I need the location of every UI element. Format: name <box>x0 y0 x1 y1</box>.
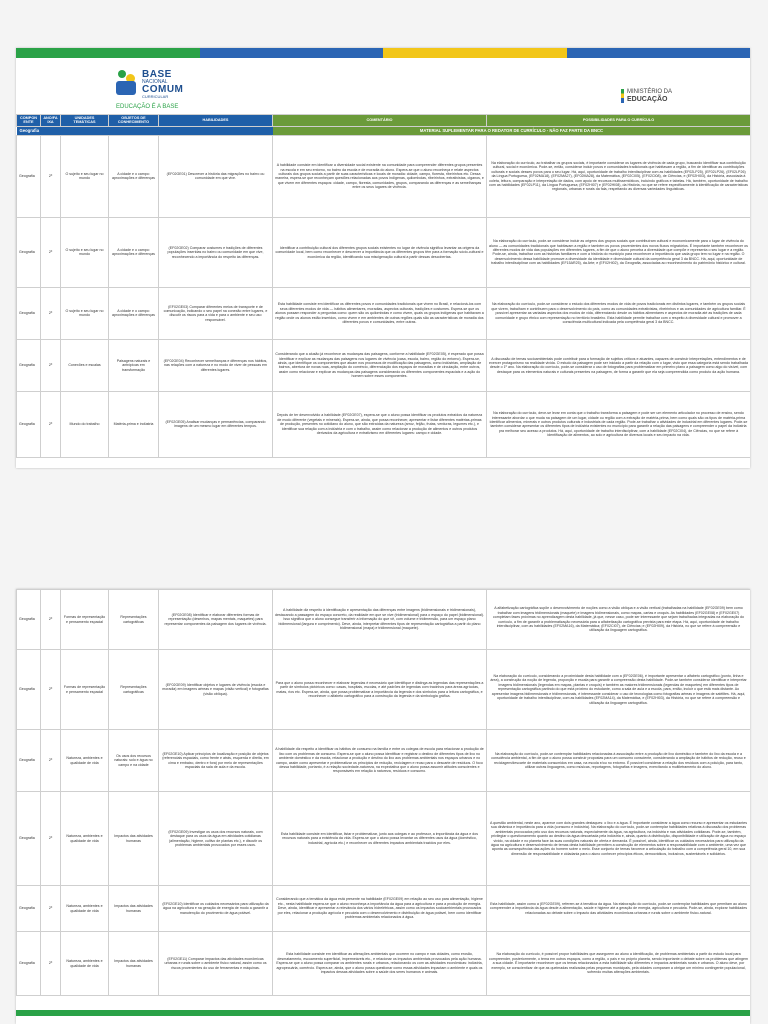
ministry-line-2: EDUCAÇÃO <box>627 96 668 103</box>
logo-title-2: COMUM <box>142 84 184 95</box>
table-row <box>17 792 751 886</box>
cell-comentario: Esta habilidade consiste em identificar as alterações ambientais que ocorrem no campo e nas cidades, como erosão, desmatamento, escoamento superficial, impermeáveis etc., e relacionar os impactos ambientais provocados pela ação humana. Espera-se que o aluno possa comparar os ambientes rurais e urbanos, relacionando os com as atividades econômicas: indústria, agropecuária, comércio. Espera-se, ainda, que o aluno possa questionar como essas atividades impactam o ambiente e quais os impactos dessas atividades sobre a saúde dos seres humanos e animais. <box>273 932 487 996</box>
table-row <box>17 886 751 932</box>
cell-comentario: Esta habilidade consiste em identificar os diferentes povos e comunidades tradicionais que vivem no Brasil, e relacioná-los com seus diferentes modos de vida — hábitos alimentares, moradias, aspectos culturais, tradições e costumes. Espera-se que os alunos possam responder a perguntas como: quem são os quilombolas e como vivem, quais os grupos indígenas que habitavam a região onde os alunos estão inseridos, como vivem e em ambientes de outras regiões quais são as características de moradia dos diferentes povos e comunidades, entre outras. <box>273 287 487 339</box>
cell-componente: Geografia <box>17 932 41 996</box>
cell-possibilidades: A questão ambiental, neste ano, aparece com dois grandes destaques: o lixo e a água. É importante considerar a água como recurso e apresentar os estudantes sua dinâmica e importância para a vida (consumo e indústria). Na elaboração do currículo, pode-se contemplar habilidades relativas à discussão dos problemas ambientais provocados pelo uso dos recursos naturais, especialmente da água, na agricultura, na indústria e nas atividades cotidianas. Pode-se, também, privilegiar o questionamento quanto ao destino da água descartada pela indústria e, ainda, quanto à distribuição, disponibilidade e utilização de água no espaço vivido, na cidade e no planeta face às suas condições naturais de oferta e demanda. É possível, ainda, identificar os cuidados necessários para utilização da água na agricultura e desenvolvimento de temas desta habilidade permitem a construção de elementos sobre a responsabilidade com o ambiente, uma vez que aponta as consequências das ações do homem sobre o meio. Esse conjunto de temas favorece a articulação do trabalho com a competência geral 10, em sua dimensão de responsabilidade e cidadania para o aluno conhecer princípios éticos, democráticos, inclusivos, sustentáveis e solidários. <box>487 792 751 886</box>
cell-unidade: Natureza, ambientes e qualidade de vida <box>61 730 109 792</box>
cell-unidade: Formas de representação e pensamento espacial <box>61 650 109 730</box>
col-objetos: OBJETOS DE CONHECIMENTO <box>109 115 159 127</box>
cell-ano: 2º <box>41 391 61 457</box>
cell-ano: 2º <box>41 217 61 287</box>
cell-componente: Geografia <box>17 135 41 217</box>
cell-possibilidades: Na elaboração do currículo, é possível propor habilidades que assegurem ao aluno a identificação, de problemas ambientais a partir do estudo local para compreender, posteriormente, o tema em outros espaços, como a região, o país e no próprio planeta, sendo importante o debate sobre os problemas que atingem a sua cidade. É importante reconhecer que os temas relacionados a esta habilidade são diferentes e impactos ambientais rurais e urbanos. O aluno deve, por exemplo, se conscientizar de que as queimadas realizadas pelas pequenas municipais, pela cidades comparam a obrigar um mínimo contingente populacional, sofrendo muitas alterações ambientais. <box>487 932 751 996</box>
rows-page-2 <box>17 590 751 996</box>
col-componente: COMPONENTE <box>17 115 41 127</box>
cell-objeto: Impactos das atividades humanas <box>109 932 159 996</box>
cell-habilidade: (EF02GE10) Identificar os cuidados necessários para utilização da água na agricultura e na geração de energia de modo a garantir a manutenção do provimento de água potável. <box>159 886 273 932</box>
cell-possibilidades: Na elaboração do currículo, pode-se considerar o estudo dos diferentes modos de vida de povos tradicionais em distintos lugares, e também os grupos sociais que vivem, trabalham e contribuem para o desenvolvimento do país, como as comunidades extrativistas, ribeirinhos e as comunidades de agricultura familiar. É possível apresentar as variadas aspectos dos modos de vida, diferenciando desde os hábitos alimentares e aspectos de moradia até as tradições de cada comunidade e grupo étnico com representação no território brasileiro. Esta habilidade permite trabalhar com o respeito à diversidade cultural e promover a consciência multicultural indicada pela competência geral 3 da BNCC. <box>487 287 751 339</box>
cell-unidade: O sujeito e seu lugar no mundo <box>61 135 109 217</box>
cell-objeto: Os usos dos recursos naturais: solo e água no campo e na cidade <box>109 730 159 792</box>
table-row <box>17 339 751 391</box>
table-header-row <box>17 115 751 127</box>
cell-habilidade: (EF02GE03) Comparar diferentes meios de transporte e de comunicação, indicando o seu papel na conexão entre lugares, e discutir os riscos para a vida e para o ambiente e seu uso responsável. <box>159 287 273 339</box>
cell-possibilidades: Na elaboração do currículo, pode-se considerar incluir as origens dos grupos sociais que contribuíram cultural e economicamente para o lugar de vivência do aluno — as comunidades tradicionais que habitavam a região e também os povos provenientes dos novos fluxos migratórios. É importante também reconhecer os diferentes modos de vida das populações em diferentes lugares, a fim de que o aluno perceba a diversidade que compõe e representa o seu lugar e a região. Pode-se, ainda, trabalhar com as histórias familiares e com a história do município para reconhecer a importância que cada grupo tem no lugar e na região. O desenvolvimento dessa habilidade promove a diversidade da identidade e diversidade cultural da competência geral 3 da BNCC. Há, aqui, oportunidade de trabalho interdisciplinar com as habilidades (EF15AR25), da Arte; e (EF02HI02), da Geografia, associadas ao reconhecimento do patrimônio histórico e cultural. <box>487 217 751 287</box>
table-row <box>17 391 751 457</box>
cell-ano: 2º <box>41 339 61 391</box>
cell-objeto: Matéria-prima e indústria <box>109 391 159 457</box>
logo-tagline: EDUCAÇÃO É A BASE <box>116 104 179 110</box>
cell-possibilidades: Na elaboração do currículo, pode-se contemplar habilidades relacionadas à associação entre a produção de lixo doméstico e também do lixo da escola e a consciência ambiental, a fim de que o aluno possa construir propostas para um consumo consciente, considerando a ampliação de hábitos de redução, reuso e reciclagem/descarte de materiais consumidos em casa, na escola e/ou no entorno. É possível considerar a relação dos resíduos com a poluição, para tanto, utilizar outras linguagens, como músicas, reportagens, fotografias e imagens, exercitando a multiletramento do aluno. <box>487 730 751 792</box>
cell-unidade: Formas de representação e pensamento espacial <box>61 590 109 650</box>
table-row <box>17 932 751 996</box>
cell-unidade: O sujeito e seu lugar no mundo <box>61 217 109 287</box>
ministry-logo <box>621 88 691 108</box>
cell-possibilidades: Na elaboração do currículo, considerando a proximidade desta habilidade com a (EF02GE06), é importante apresentar o alfabeto cartográfico (ponto, linha e área), a construção da noção de legenda, proporção e escala para garantir a compreensão desta habilidade. Pode-se também considerar identificar e interpretar imagens bidimensionais (legendas em mapas, plantas e croquis) e também as maiores tridimensionais (legendas de maquetes) em diferentes tipos de representação cartográfica partindo do que está próximo do estudante, como a sala de aula e a escola, para, então, incluir o que está mais distante. Ao apresentar imagens bidimensionais e tridimensionais, é interessante considerar o uso de tecnologias como fotografias aéreas e imagens de satélites. Há, aqui, oportunidade de trabalho interdisciplinar, com as habilidades (EF02MA14), da Matemática, e (EF02HI03), da História, no que se refere à compreensão e utilização da linguagem cartográfica. <box>487 650 751 730</box>
logo-subtitle-2: CURRICULAR <box>142 94 169 99</box>
table-row <box>17 135 751 217</box>
cell-habilidade: (EF02GE01) Descrever a história das migrações no bairro ou comunidade em que vive. <box>159 135 273 217</box>
cell-ano: 2º <box>41 650 61 730</box>
col-habilidades: HABILIDADES <box>159 115 273 127</box>
cell-ano: 2º <box>41 287 61 339</box>
bncc-logo <box>116 70 226 114</box>
footer-bar <box>16 1010 750 1016</box>
cell-ano: 2º <box>41 135 61 217</box>
col-ano: ANO/FAIXA <box>41 115 61 127</box>
document-page-2 <box>16 589 750 1024</box>
cell-comentario: Considerando que a temática da água está presente na habilidade (EF02GE09) em relação ao seu uso para alimentação, higiene etc., nesta habilidade espera-se que o aluno reconheça a importância da água para a agricultura e para a produção de energia. Deve, ainda, identificar e apresentar a relevância dos vários hidrelétricas, assim como os impactos socioambientais provocados por eles, relacionar a produção agrícola e pecuária com o desenvolvimento e distribuição de água potável, bem como identificar problemas ambientais relacionados à água. <box>273 886 487 932</box>
cell-comentario: A habilidade diz respeito à identificação e apresentação das diferenças entre imagens (bidimensionais e tridimensionais), destacando a passagem do espaço concreto, da realidade em que se vive (tridimensional) para o espaço do papel (bidimensional). Isso significa que o aluno consegue transferir a informação do que vê, com volume e tridimensão, para um espaço plano bidimensional (largura e comprimento). Deve, ainda, interpretar diferentes tipos de representação cartográfica a partir do plano bidimensional (mapa) e tridimensional (maquete). <box>273 590 487 650</box>
bncc-logo-mark-icon <box>116 70 138 96</box>
cell-habilidade: (EF02GE09) Identificar objetos e lugares de vivência (escola e moradia) em imagens aéreas e mapas (visão vertical) e fotografias (visão oblíqua). <box>159 650 273 730</box>
cell-possibilidades: A alfabetização cartográfica supõe o desenvolvimento de noções como a visão oblíqua e a visão vertical (trabalhadas na habilidade (EF02GE09) bem como trabalhar com imagens tridimensionais (maquete) e imagens bidimensionais, como mapas, cartas e croquis. As habilidades (EF02GE08) e (EF02GE07) completam fases próximas no aprendizagem desta habilidade, já que, nesse caso, pode ser interessante que sejam trabalhadas integradas na elaboração do currículo, a fim de garantir a problematização necessária para a alfabetização cartográfica prevista para este etapa. Há, aqui, oportunidade de trabalho interdisciplinar, com as habilidades (EF02MA16), da Matemática; (EF02CI07), de Ciências; e (EF02HI09), da História, no que se refere à compreensão e utilização da linguagem cartográfica. <box>487 590 751 650</box>
cell-possibilidades: A discussão de temas socioambientais pode contribuir para a formação de sujeitos críticos e atuantes, capazes de construir interpretações, entendimentos e de exercer protagonismo na realidade vivida. O estudo da paisagem pode ser iniciado a partir da relação com o lugar, visto que essa categoria está sendo trabalhada desde o 1º ano. Na elaboração do currículo, pode-se considerar o uso de fotografias para problematizar em primeiro plano a paisagem como algo do visível, com destaque para os elementos naturais e culturais presentes na paisagem, de forma a garantir que ela seja compreendida como produto da ação humana. <box>487 339 751 391</box>
cell-comentario: Depois de ter desenvolvido a habilidade (EF02GE07), espera-se que o aluno possa identificar os produtos extraídos da natureza de modo diferente (vegetais e minerais). Espera-se, ainda, que possa reconhecer, apresentar e listar diferentes matérias-primas de produção, presentes no cotidiano do aluno, que são extraídas da natureza (arroz, feijão, frutas, verduras, legumes etc.), e identificar sua relação com a indústria e com o trabalho, assim como relacionar a produção de alimentos e outros produtos derivados da agricultura e extrativismo em diferentes lugares: campo e cidade. <box>273 391 487 457</box>
rows-page-1 <box>17 135 751 457</box>
cell-unidade: Natureza, ambientes e qualidade de vida <box>61 932 109 996</box>
cell-ano: 2º <box>41 730 61 792</box>
curriculum-table-page-1 <box>16 114 750 458</box>
cell-objeto: Impactos das atividades humanas <box>109 792 159 886</box>
cell-comentario: Para que o aluno possa reconhecer e elaborar legendas é necessário que identifique e distinga as legendas das representações a partir de símbolos pictóricos como: casas, hospitais, escolas, e até padrões de legendas com tracinhos para áreas agrícolas, matas, rios etc. Espera-se, ainda, que possa problematizar a importância da legenda e dos símbolos para a leitura cartográfica, e reconhecer o alfabeto cartográfico para a construção da legenda e da simbologia gráfica. <box>273 650 487 730</box>
col-unidades: UNIDADES TEMÁTICAS <box>61 115 109 127</box>
table-row <box>17 590 751 650</box>
cell-objeto: A cidade e o campo: aproximações e diferenças <box>109 287 159 339</box>
cell-habilidade: (EF02GE05) Analisar mudanças e permanências, comparando imagens de um mesmo lugar em diferentes tempos. <box>159 391 273 457</box>
col-comentario: COMENTÁRIO <box>273 115 487 127</box>
cell-ano: 2º <box>41 932 61 996</box>
cell-componente: Geografia <box>17 391 41 457</box>
cell-unidade: Conexões e escalas <box>61 339 109 391</box>
cell-habilidade: (EF02GE09) Investigar os usos dos recursos naturais, com destaque para os usos da água em atividades cotidianas (alimentação, higiene, cultivo de plantas etc.), e discutir os problemas ambientais provocados por esses usos. <box>159 792 273 886</box>
curriculum-table-page-2 <box>16 589 750 996</box>
cell-objeto: Paisagens naturais e antrópicas em transformação <box>109 339 159 391</box>
cell-comentario: Identificar a contribuição cultural dos diferentes grupos sociais existentes no lugar de vivência significa levantar as origens da comunidade local, bem como reconhecer e descrever a importância que os diferentes grupos têm para a formação sócio-cultural e econômica da região, identificando sua miscigenação cultural a partir dessas descobertas. <box>273 217 487 287</box>
flag-icon <box>621 89 624 103</box>
cell-componente: Geografia <box>17 590 41 650</box>
cell-componente: Geografia <box>17 886 41 932</box>
cell-possibilidades: Esta habilidade, assim como a (EF02GE09), referem-se à temática da água. Na elaboração do currículo, pode-se contemplar habilidades que permitam ao aluno compreender a importância da água desde a alimentação, saúde e higiene até a geração de energia, agricultura e pecuária. Pode-se, ainda, explorar habilidades relacionadas ao debate sobre o impacto das atividades econômicas urbanas e rurais sobre o ambiente físico-natural. <box>487 886 751 932</box>
table-row <box>17 217 751 287</box>
cell-comentario: A habilidade diz respeito a identificar os hábitos de consumo na família e entre os colegas de escola para relacionar a produção de lixo com os problemas de consumo. Espera-se que o aluno possa identificar e registrar o destino de diferentes tipos de lixo no ambiente doméstico e da escola, relacionar a produção e destino do lixo aos problemas ambientais nos espaços urbanos e no campo, assim como apresentar e problematizar os princípios de redução, reciclagem e reuso para o descarte de resíduos. O foco dessa habilidade, portanto, é a relação sociedade-natureza, na expectativa que o aluno possa assumir atitudes conscientes e responsáveis em relação à natureza, resíduos e consumo. <box>273 730 487 792</box>
page-header <box>16 58 750 114</box>
table-row <box>17 287 751 339</box>
cell-comentario: A habilidade consiste em identificar a diversidade social existente na comunidade para compreender diferentes grupos presentes na escola e em seu entorno, no bairro da escola e de moradia do aluno. Espera-se que o aluno reconheça e relate aspectos culturais dos grupos sociais a partir de suas características e locais de moradia: cidade, campo, floresta, ribeirinhos etc. Dessa maneira, espera-se que reconheçam questões relacionadas aos povos indígenas, quilombolas, ribeirinhos, extrativistas, ciganos, e que vivem em diferentes espaços: cidade, campo, floresta, comunidades, grupos, comparando as diferenças e as semelhanças entre os seus lugares de vivência. <box>273 135 487 217</box>
cell-objeto: Representações cartográficas <box>109 650 159 730</box>
cell-objeto: Representações cartográficas <box>109 590 159 650</box>
cell-possibilidades: Na elaboração do currículo, ao trabalhar os grupos sociais, é importante considerar os lugares de vivência de cada grupo, buscando identificar sua contribuição cultural, social e econômica. Pode-se, então, considerar incluir povos e comunidades tradicionais que habitavam a região, a fim de identificar as contribuições culturais e sociais desses povos para o seu lugar. Há, aqui, oportunidade de trabalho interdisciplinar com as habilidades (EF02LP25), (EF02LP26), (EF02LP26) da Língua Portuguesa, (EF02MA18), (EF02MA27), (EF02MA28), da Matemática, (EF02CI05), (EF02CI08), de Ciências, e (EF02HI03), da História, associada à coleta, leitura, comparação e interpretação de dados, com apoio de recursos multissemióticos, incluindo gráficos e tabelas. Há, também, oportunidade de trabalho com as habilidades (EF02LP11), da Língua Portuguesa; (EF02HI07) e (EF02HI08), da História, no que se refere especificamente à identificação de características regionais, urbanas e rurais da fala, respeitando as diversas variedades linguísticas. <box>487 135 751 217</box>
ministry-line-1: MINISTÉRIO DA <box>627 89 673 95</box>
cell-ano: 2º <box>41 590 61 650</box>
cell-habilidade: (EF02GE10) Aplicar princípios de localização e posição de objetos (referenciais espaciais, como frente e atrás, esquerda e direita, em cima e embaixo, dentro e fora) por meio de representações espaciais da sala de aula e da escola. <box>159 730 273 792</box>
cell-habilidade: (EF02GE04) Reconhecer semelhanças e diferenças nos hábitos, nas relações com a natureza e no modo de viver de pessoas em diferentes lugares. <box>159 339 273 391</box>
subject-title: Geografia <box>17 126 273 135</box>
cell-componente: Geografia <box>17 650 41 730</box>
cell-componente: Geografia <box>17 339 41 391</box>
cell-comentario: Considerando que a alusão já reconhece as mudanças das paisagens, conforme a habilidade (EF02GE05), é esperado que possa identificar e explicar as mudanças das paisagens nos lugares de vivência (casa, escola, bairro, região do entorno). Espera-se, ainda, que identifique os componentes que atuam nos processos de modificação das paisagens, como indústrias, ampliação de bairros, abertura de novas ruas, ampliação do comércio, diferenciação dos espaços de moradias e de circulação, entre outros, assim como relacionar e explicar as mudanças das paisagens considerando os diferentes componentes espaciais e a ação do homem sobre esses componentes. <box>273 339 487 391</box>
cell-objeto: A cidade e o campo: aproximações e diferenças <box>109 135 159 217</box>
color-stripe <box>16 48 750 58</box>
cell-ano: 2º <box>41 792 61 886</box>
col-possibilidades: POSSIBILIDADES PARA O CURRÍCULO <box>487 115 751 127</box>
cell-unidade: Mundo do trabalho <box>61 391 109 457</box>
document-page-1 <box>16 48 750 468</box>
cell-componente: Geografia <box>17 730 41 792</box>
logo-title-1: BASE <box>142 69 172 80</box>
cell-componente: Geografia <box>17 217 41 287</box>
cell-componente: Geografia <box>17 287 41 339</box>
cell-objeto: A cidade e o campo: aproximações e diferenças <box>109 217 159 287</box>
cell-ano: 2º <box>41 886 61 932</box>
cell-possibilidades: Na elaboração do currículo, deve-se levar em conta que o trabalho transforma a paisagem e pode ser um elemento articulador no processo de ensino, sendo interessante abordar o que muda na paisagem de um lugar, cidade ou região com a extração de matéria-prima, bem como quais são os tipos de matéria-prima identificar alimentos, minerais e outros produtos culturais e industriais de cada região. Pode-se trabalhar o atividades de industrial em diferentes lugares. Pode-se também considerar apresentar os diferentes tipos de indústria existentes no município para garantir a relação das paisagens e compreender o papel da indústria pra melhorar seu acesso a produtos. Há, aqui, oportunidade de trabalho interdisciplinar, com a habilidade (EF02CI04), de Ciências, no que se refere à identificação de alimentos, ao solo e agricultura de diversos locais e seu impacto na vida. <box>487 391 751 457</box>
cell-componente: Geografia <box>17 792 41 886</box>
cell-unidade: Natureza, ambientes e qualidade de vida <box>61 886 109 932</box>
cell-unidade: Natureza, ambientes e qualidade de vida <box>61 792 109 886</box>
cell-habilidade: (EF02GE02) Comparar costumes e tradições de diferentes populações inseridas no bairro ou comunidade em que vive, reconhecendo a importância do respeito às diferenças. <box>159 217 273 287</box>
logo-subtitle: NACIONAL <box>142 79 168 85</box>
table-row <box>17 730 751 792</box>
cell-habilidade: (EF02GE11) Comparar impactos das atividades econômicas urbanas e rurais sobre o ambiente físico natural, assim como os riscos provenientes do uso de ferramentas e máquinas. <box>159 932 273 996</box>
cell-objeto: Impactos das atividades humanas <box>109 886 159 932</box>
cell-comentario: Esta habilidade consiste em identificar, listar e problematizar, junto aos colegas e ao professor, a importância da água e dos recursos naturais para a existência da vida. Espera-se que o aluno possa levantar os diferentes usos da água (doméstico, industrial, agrícola etc.) e reconhecer os diferentes impactos ambientais trazidos por eles. <box>273 792 487 886</box>
table-row <box>17 650 751 730</box>
supplement-banner: MATERIAL SUPLEMENTAR PARA O REDATOR DE CURRÍCULO - NÃO FAZ PARTE DA BNCC <box>273 126 751 135</box>
cell-unidade: O sujeito e seu lugar no mundo <box>61 287 109 339</box>
cell-habilidade: (EF02GE08) Identificar e elaborar diferentes formas de representação (desenhos, mapas mentais, maquetes) para representar componentes da paisagem dos lugares de vivência. <box>159 590 273 650</box>
